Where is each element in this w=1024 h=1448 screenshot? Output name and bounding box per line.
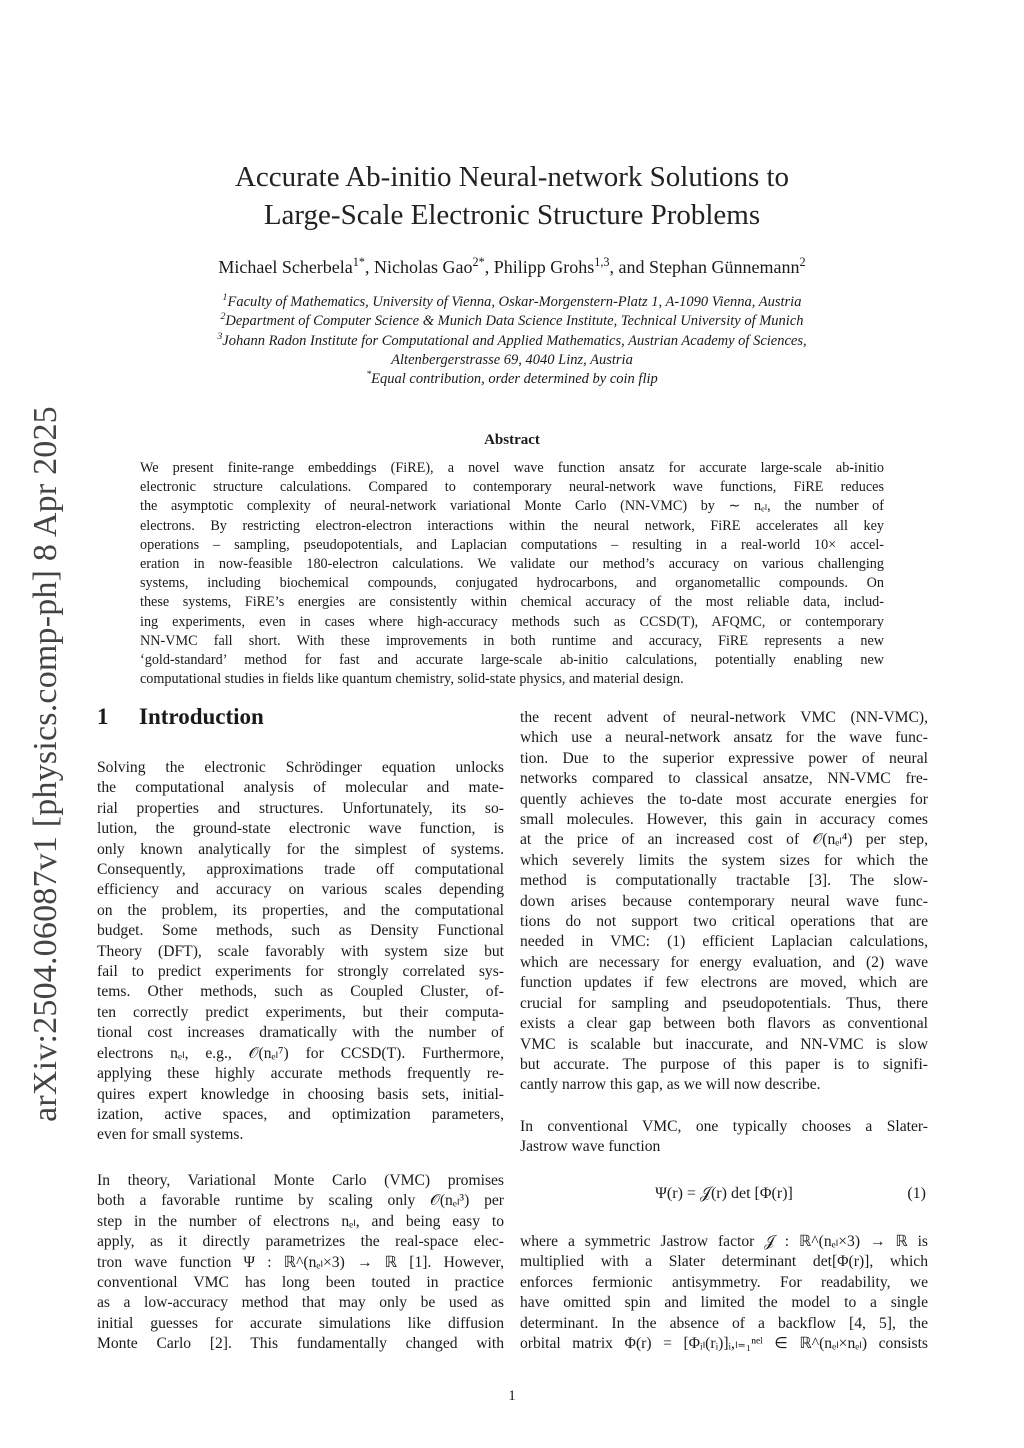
body-line: but accurate. The purpose of this paper is to signifi- xyxy=(520,1055,928,1073)
right-column-paragraph-3 xyxy=(520,1232,928,1354)
body-line: ten correctly predict experiments, but their computa- xyxy=(97,1003,504,1021)
body-line: electrons nₑₗ, e.g., 𝒪(nₑₗ⁷) for CCSD(T). Furthermore, xyxy=(97,1044,504,1062)
affiliation-mark: 2 xyxy=(220,311,226,323)
body-line: quently achieves the to-date most accurate energies for xyxy=(520,790,928,808)
affiliation-line xyxy=(140,293,884,312)
body-line: needed in VMC: (1) efficient Laplacian calculations, xyxy=(520,933,928,951)
section-heading-introduction xyxy=(97,704,264,730)
title-line-2: Large-Scale Electronic Structure Problems xyxy=(263,199,761,231)
abstract-line: We present finite-range embeddings (FiRE), a novel wave function ansatz for accurate large-scale ab-initio xyxy=(140,460,884,476)
body-line: ization, active spaces, and optimization parameters, xyxy=(97,1105,504,1123)
body-line: Theory (DFT), scale favorably with system size but xyxy=(97,942,504,960)
affiliation-mark: 3 xyxy=(217,330,223,342)
abstract-line: eration in now-feasible 180-electron calculations. We validate our method’s accuracy on various challenging xyxy=(140,556,884,573)
arxiv-sidebar-stamp xyxy=(8,392,84,1136)
body-line: In conventional VMC, one typically chooses a Slater- xyxy=(520,1118,928,1135)
body-line: tional cost increases dramatically with the number of xyxy=(97,1024,504,1042)
body-line: as a low-accuracy method that may only be used as xyxy=(97,1294,504,1312)
author-name: Nicholas Gao xyxy=(374,257,473,277)
affiliation-text: Faculty of Mathematics, University of Vienna, Oskar-Morgenstern-Platz 1, A-1090 Vienna, Austria xyxy=(227,294,802,310)
author-name: Philipp Grohs xyxy=(493,257,595,277)
right-column-paragraph-1 xyxy=(520,708,928,1096)
right-column-paragraph-2 xyxy=(520,1117,928,1158)
affiliation-text: Department of Computer Science & Munich Data Science Institute, Technical University of Munich xyxy=(225,313,804,330)
body-line: where a symmetric Jastrow factor 𝒥 : ℝ^(nₑₗ×3) → ℝ is xyxy=(520,1233,928,1250)
body-line: function updates if few electrons are moved, which are xyxy=(520,974,928,992)
abstract-body xyxy=(140,459,884,689)
body-line: exists a clear gap between both flavors as conventional xyxy=(520,1015,928,1033)
affiliation-mark: 1 xyxy=(222,292,228,304)
title-line-1: Accurate Ab-initio Neural-network Solutions to xyxy=(234,161,790,193)
author-list xyxy=(100,254,924,280)
affiliation-text: Altenbergerstrasse 69, 4040 Linz, Austria xyxy=(391,351,633,368)
body-line: tion. Due to the superior expressive power of neural xyxy=(520,749,928,767)
body-line: on the problem, its properties, and the computational xyxy=(97,901,504,919)
body-line: enforces fermionic antisymmetry. For readability, we xyxy=(520,1273,928,1291)
abstract-line: ing experiments, even in cases where high-accuracy methods such as CCSD(T), AFQMC, or contemporary xyxy=(140,613,884,630)
body-line: lution, the ground-state electronic wave function, is xyxy=(97,820,504,838)
body-line: fail to predict experiments for strongly correlated sys- xyxy=(97,963,504,981)
arxiv-identifier: arXiv:2504.06087v1 [physics.comp-ph] 8 Apr 2025 xyxy=(27,406,65,1122)
body-line: multiplied with a Slater determinant det[Φ(r)], which xyxy=(520,1253,928,1271)
body-line: quires expert knowledge in choosing basis sets, initial- xyxy=(97,1085,504,1103)
body-line: apply, as it directly parametrizes the real-space elec- xyxy=(97,1233,504,1251)
author-affiliation-mark: 1* xyxy=(352,255,366,269)
equation-1 xyxy=(520,1185,928,1209)
body-line: efficiency and accuracy on various scales depending xyxy=(97,881,504,899)
paper-title xyxy=(150,158,874,234)
author-separator: , and xyxy=(609,257,650,277)
abstract-line: these systems, FiRE’s energies are consistently within chemical accuracy of the most reliable data, includ- xyxy=(140,594,884,611)
abstract-line: operations – sampling, pseudopotentials, and Laplacian computations – resulting in a real-world 10× accel- xyxy=(140,536,884,553)
affiliation-line xyxy=(140,351,884,370)
affiliations xyxy=(140,293,884,389)
body-line: which severely limits the system sizes for which the xyxy=(520,851,928,869)
body-line: method is computationally tractable [3]. The slow- xyxy=(520,872,928,890)
equation-body: Ψ(r) = 𝒥(r) det [Φ(r)] xyxy=(655,1185,793,1202)
author-name: Stephan Günnemann xyxy=(649,257,800,277)
abstract-line: systems, including biochemical compounds, conjugated hydrocarbons, and organometallic compounds. On xyxy=(140,575,884,592)
body-line: orbital matrix Φ(r) = [Φᵢₗ(rᵢ)]ᵢ,ₗ₌₁ⁿᵉˡ ∈ ℝ^(nₑₗ×nₑₗ) consists xyxy=(520,1335,928,1353)
left-column-paragraph-2 xyxy=(97,1171,504,1355)
body-line: at the price of an increased cost of 𝒪(nₑₗ⁴) per step, xyxy=(520,831,928,849)
body-line: In theory, Variational Monte Carlo (VMC) promises xyxy=(97,1172,504,1189)
body-line: conventional VMC has long been touted in practice xyxy=(97,1274,504,1292)
body-line: initial guesses for accurate simulations like diffusion xyxy=(97,1314,504,1332)
body-line: which are necessary for energy evaluation, and (2) wave xyxy=(520,953,928,971)
body-line: step in the number of electrons nₑₗ, and being easy to xyxy=(97,1212,504,1230)
body-line: tions do not support two critical operations that are xyxy=(520,913,928,931)
body-line: have omitted spin and limited the model to a single xyxy=(520,1294,928,1312)
page-number: 1 xyxy=(508,1388,516,1404)
body-line: which use a neural-network ansatz for the wave func- xyxy=(520,729,928,747)
body-line: even for small systems. xyxy=(97,1126,244,1144)
author-affiliation-mark: 2 xyxy=(799,255,806,269)
author-separator: , xyxy=(365,257,375,277)
body-line: small molecules. However, this gain in accuracy comes xyxy=(520,811,928,829)
body-line: Solving the electronic Schrödinger equation unlocks xyxy=(97,759,504,776)
body-line: only known analytically for the simplest of systems. xyxy=(97,840,504,858)
body-line: both a favorable runtime by scaling only 𝒪(nₑₗ³) per xyxy=(97,1192,504,1210)
author-affiliation-mark: 2* xyxy=(472,255,485,269)
body-line: networks compared to classical ansatze, NN-VMC fre- xyxy=(520,770,928,788)
body-line: crucial for sampling and pseudopotentials. Thus, there xyxy=(520,994,928,1012)
body-line: VMC is scalable but inaccurate, and NN-VMC is slow xyxy=(520,1035,928,1053)
abstract-line: electrons. By restricting electron-electron interactions within the neural network, FiRE accelerates all key xyxy=(140,517,884,534)
abstract-line: NN-VMC fall short. With these improvements in both runtime and accuracy, FiRE represents a new xyxy=(140,632,884,649)
body-line: applying these highly accurate methods frequently re- xyxy=(97,1065,504,1083)
left-column-paragraph-1 xyxy=(97,758,504,1146)
body-line: cantly narrow this gap, as we will now describe. xyxy=(520,1076,821,1094)
affiliation-text: Johann Radon Institute for Computational and Applied Mathematics, Austrian Academy of Sciences, xyxy=(222,332,807,349)
abstract-line: the asymptotic complexity of neural-network variational Monte Carlo (NN-VMC) by ∼ nₑₗ, the number of xyxy=(140,498,884,515)
abstract-line: ‘gold-standard’ method for fast and accurate large-scale ab-initio calculations, potentially enabling new xyxy=(140,652,884,669)
section-title: Introduction xyxy=(139,704,264,729)
body-line: Monte Carlo [2]. This fundamentally changed with xyxy=(97,1335,504,1353)
affiliation-mark: * xyxy=(366,369,372,381)
body-line: tron wave function Ψ : ℝ^(nₑₗ×3) → ℝ [1]. However, xyxy=(97,1253,504,1271)
affiliation-line xyxy=(140,332,884,351)
body-line: the recent advent of neural-network VMC (NN-VMC), xyxy=(520,709,928,726)
abstract-line: computational studies in fields like quantum chemistry, solid-state physics, and material design. xyxy=(140,671,684,688)
body-line: Jastrow wave function xyxy=(520,1138,661,1156)
body-line: the computational analysis of molecular and mate- xyxy=(97,779,504,797)
body-line: rial properties and structures. Unfortunately, its so- xyxy=(97,799,504,817)
body-line: budget. Some methods, such as Density Functional xyxy=(97,922,504,940)
section-number: 1 xyxy=(97,704,109,729)
abstract-line: electronic structure calculations. Compared to contemporary neural-network wave functions, FiRE reduces xyxy=(140,479,884,496)
affiliation-text: Equal contribution, order determined by coin flip xyxy=(371,371,658,388)
body-line: tems. Other methods, such as Coupled Cluster, of- xyxy=(97,983,504,1001)
author-affiliation-mark: 1,3 xyxy=(594,255,610,269)
affiliation-line xyxy=(140,312,884,331)
body-line: down arises because contemporary neural wave func- xyxy=(520,892,928,910)
affiliation-line xyxy=(140,370,884,389)
author-name: Michael Scherbela xyxy=(218,257,353,277)
abstract-heading: Abstract xyxy=(484,432,540,448)
body-line: determinant. In the absence of a backflow [4, 5], the xyxy=(520,1314,928,1332)
body-line: Consequently, approximations trade off computational xyxy=(97,861,504,879)
author-separator: , xyxy=(484,257,494,277)
equation-number: (1) xyxy=(907,1185,926,1202)
